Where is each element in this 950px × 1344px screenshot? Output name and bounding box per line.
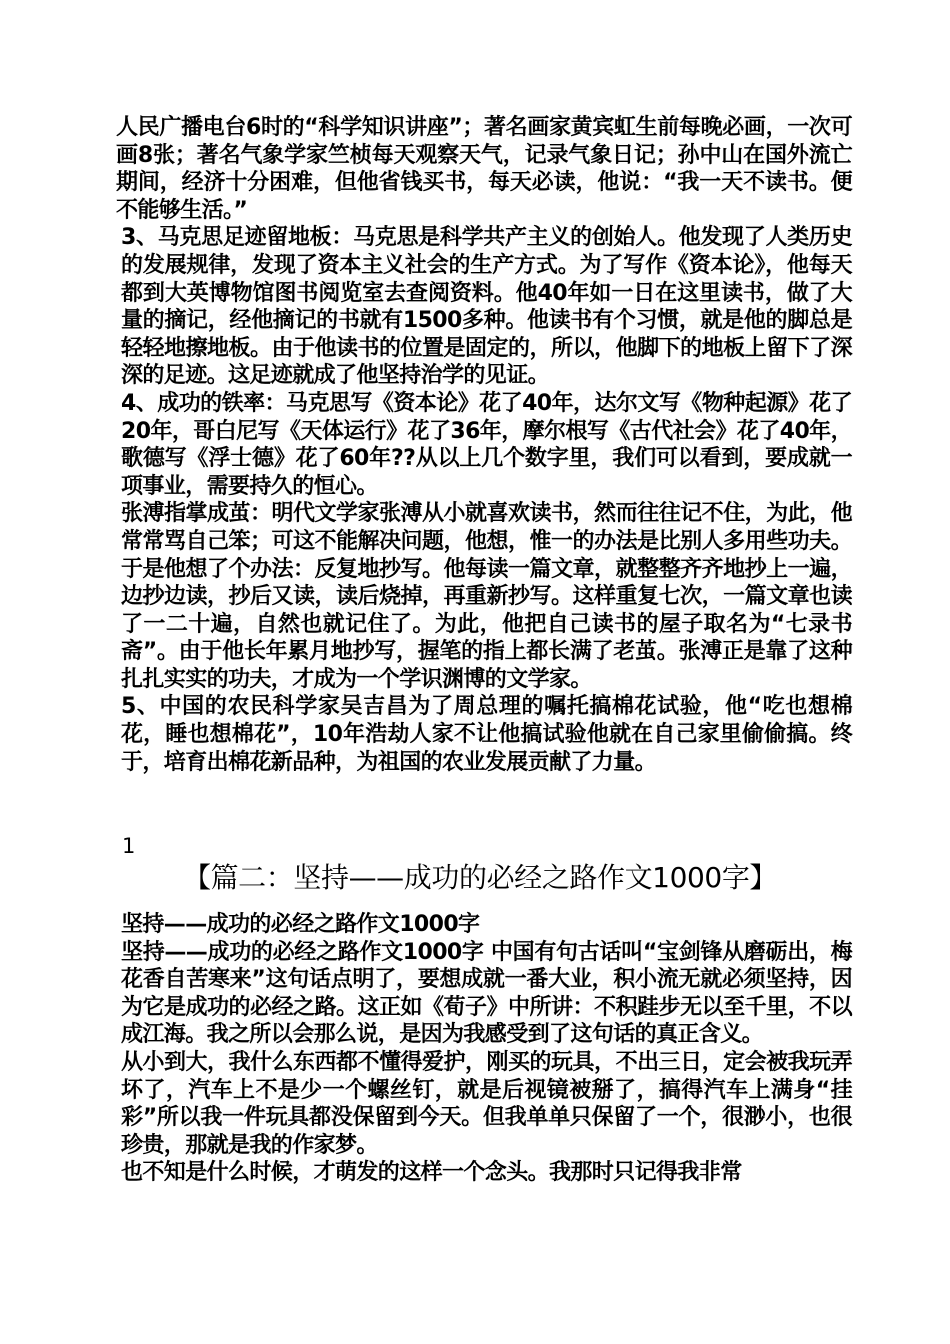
article-section-one bbox=[116, 114, 852, 776]
essay-paragraph-dream: 也不知是什么时候，才萌发的这样一个念头。我那时只记得我非常 bbox=[121, 1160, 742, 1186]
page-number: 1 bbox=[122, 834, 136, 858]
paragraph-wu-jichang: 5、中国的农民科学家吴吉昌为了周总理的嘱托搞棉花试验，他“吃也想棉花，睡也想棉花”，10年浩劫人家不让他搞试验他就在自己家里偷偷搞。终于，培育出棉花新品种，为祖国的农业发展贡献了力量。 bbox=[121, 694, 852, 775]
paragraph-success-rate: 4、成功的铁率：马克思写《资本论》花了40年，达尔文写《物种起源》花了20年，哥白尼写《天体运行》花了36年，摩尔根写《古代社会》花了40年，歌德写《浮士德》花了60年??从以上几个数字里，我们可以看到，要成就一项事业，需要持久的恒心。 bbox=[121, 390, 852, 499]
essay-paragraph-toys: 从小到大，我什么东西都不懂得爱护，刚买的玩具，不出三日，定会被我玩弄坏了，汽车上不是少一个螺丝钉，就是后视镜被掰了，搞得汽车上满身“挂彩”所以我一件玩具都没保留到今天。但我单单只保留了一个，很渺小，也很珍贵，那就是我的作家梦。 bbox=[121, 1049, 852, 1158]
paragraph-zhang-pu: 张溥指掌成茧：明代文学家张溥从小就喜欢读书，然而往往记不住，为此，他常常骂自己笨；可这不能解决问题，他想，惟一的办法是比别人多用些功夫。于是他想了个办法：反复地抄写。他每读一篇文章，就整整齐齐地抄上一遍，边抄边读，抄后又读，读后烧掉，再重新抄写。这样重复七次，一篇文章也读了一二十遍，自然也就记住了。为此，他把自己读书的屋子取名为“七录书斋”。由于他长年累月地抄写，握笔的指上都长满了老茧。张溥正是靠了这种扎扎实实的功夫，才成为一个学识渊博的文学家。 bbox=[121, 501, 852, 692]
paragraph-marx-footprints: 3、马克思足迹留地板：马克思是科学共产主义的创始人。他发现了人类历史的发展规律，发现了资本主义社会的生产方式。为了写作《资本论》，他每天都到大英博物馆图书阅览室去查阅资料。他40年如一日在这里读书，做了大量的摘记，经他摘记的书就有1500多种。他读书有个习惯，就是他的脚总是轻轻地擦地板。由于他读书的位置是固定的，所以，他脚下的地板上留下了深深的足迹。这足迹就成了他坚持治学的见证。 bbox=[121, 225, 852, 389]
essay-title: 坚持——成功的必经之路作文1000字 bbox=[121, 912, 480, 937]
article-section-two bbox=[116, 911, 852, 1187]
section-heading: 【篇二：坚持——成功的必经之路作文1000字】 bbox=[182, 861, 778, 894]
essay-paragraph-intro: 坚持——成功的必经之路作文1000字 中国有句古话叫“宝剑锋从磨砺出，梅花香自苦寒来”这句话点明了，要想成就一番大业，积小流无就必须坚持，因为它是成功的必经之路。这正如《荀子》中所讲：不积跬步无以至千里，不以成江海。我之所以会那么说，是因为我感受到了这句话的真正含义。 bbox=[121, 939, 852, 1048]
paragraph-reading-habits: 人民广播电台6时的“科学知识讲座”；著名画家黄宾虹生前每晚必画，一次可画8张；著名气象学家竺桢每天观察天气，记录气象日记；孙中山在国外流亡期间，经济十分困难，但他省钱买书，每天必读，他说：“我一天不读书。便不能够生活。” bbox=[116, 115, 852, 223]
